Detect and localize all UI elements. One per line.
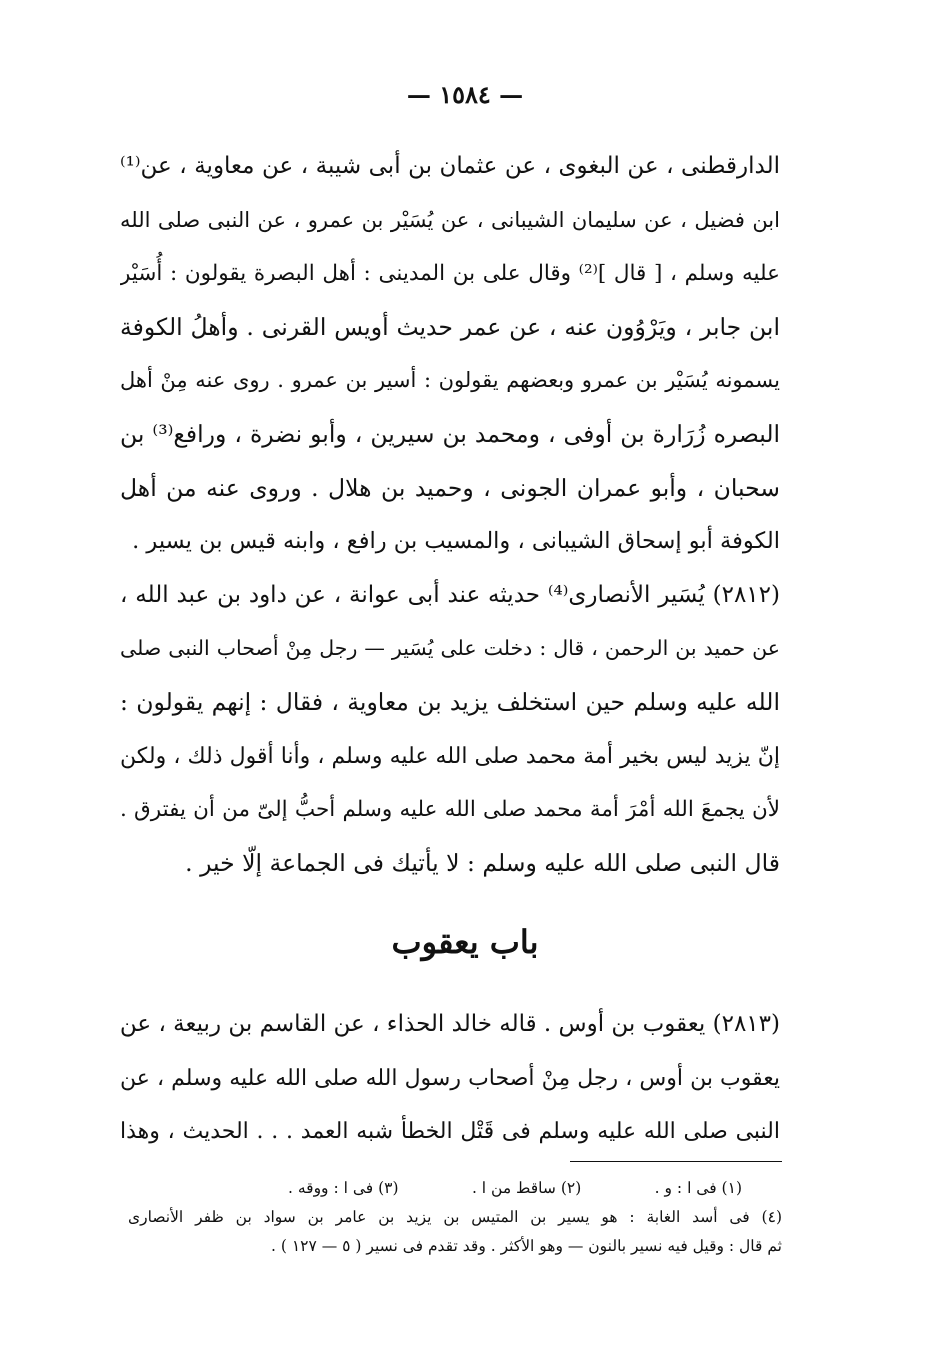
text-line: ابن جابر ، ويَرْوُون عنه ، عن عمر حديث أويس القرنى . وأهلُ الكوفة — [120, 312, 780, 341]
main-text-bottom — [120, 998, 780, 1159]
text-line: الله عليه وسلم حين استخلف يزيد بن معاوية ، فقال : إنهم يقولون : — [120, 687, 780, 716]
page-number: — ١٥٨٤ — — [406, 80, 524, 109]
text-line: عليه وسلم ، [ قال ]⁽²⁾ وقال على بن المدينى : أهل البصرة يقولون : أُسَيْر — [120, 261, 780, 287]
text-line: إنّ يزيد ليس بخير أمة محمد صلى الله عليه وسلم ، وأنا أقول ذلك ، ولكن — [120, 743, 780, 769]
footnote-1: (١) فى ا : و . — [654, 1179, 742, 1197]
main-text-top — [120, 140, 780, 890]
footnote-4: (٤) فى أسد الغابة : هو يسير بن المتيس بن يزيد بن عامر بن سواد بن ظفر الأنصارى — [128, 1208, 782, 1226]
footnote-row — [128, 1174, 782, 1203]
text-line: الدارقطنى ، عن البغوى ، عن عثمان بن أبى شيبة ، عن معاوية ، عن⁽¹⁾ — [120, 153, 780, 179]
entry-2813-line: (٢٨١٣) يعقوب بن أوس . قاله خالد الحذاء ، عن القاسم بن ربيعة ، عن — [120, 1011, 780, 1037]
text-line: ابن فضيل ، عن سليمان الشيبانى ، عن يُسَيْر بن عمرو ، عن النبى صلى الله — [120, 207, 780, 232]
text-line: عن حميد بن الرحمن ، قال : دخلت على يُسَير — رجل مِنْ أصحاب النبى صلى — [120, 636, 780, 661]
text-line: الكوفة أبو إسحاق الشيبانى ، والمسيب بن رافع ، وابنه قيس بن يسير . — [132, 528, 780, 555]
footnotes — [128, 1174, 782, 1261]
section-heading: باب يعقوب — [391, 923, 539, 961]
text-line: يعقوب بن أوس ، رجل مِنْ أصحاب رسول الله صلى الله عليه وسلم ، عن — [120, 1065, 780, 1091]
footnote-4-continued: ثم قال : وقيل فيه نسير بالنون — وهو الأكثر . وقد تقدم فى نسير ( ٥ — ١٢٧ ) . — [271, 1237, 782, 1255]
text-line: سحبان ، وأبو عمران الجونى ، وحميد بن هلال . وروى عنه من أهل — [120, 473, 780, 502]
footnote-divider — [570, 1161, 782, 1162]
text-line: لأن يجمعَ الله أمْرَ أمة محمد صلى الله عليه وسلم أحبُّ إلىّ من أن يفترق . — [120, 797, 780, 823]
footnote-3: (٣) فى ا : ووقه . — [288, 1179, 399, 1197]
text-line: النبى صلى الله عليه وسلم فى قَتْل الخطأ شبه العمد . . . الحديث ، وهذا — [120, 1119, 780, 1145]
text-line: البصره زُرَارة بن أوفى ، ومحمد بن سيرين ، وأبو نضرة ، ورافع⁽³⁾ بن — [120, 419, 780, 448]
entry-2812-line: (٢٨١٢) يُسَير الأنصارى⁽⁴⁾ حديثه عند أبى عوانة ، عن داود بن عبد الله ، — [120, 581, 780, 608]
footnote-2: (٢) ساقط من ا . — [471, 1179, 582, 1197]
text-line: قال النبى صلى الله عليه وسلم : لا يأتيك فى الجماعة إلّا خير . — [185, 848, 780, 877]
text-line: يسمونه يُسَيْر بن عمرو وبعضهم يقولون : أسير بن عمرو . روى عنه مِنْ أهل — [120, 368, 780, 393]
